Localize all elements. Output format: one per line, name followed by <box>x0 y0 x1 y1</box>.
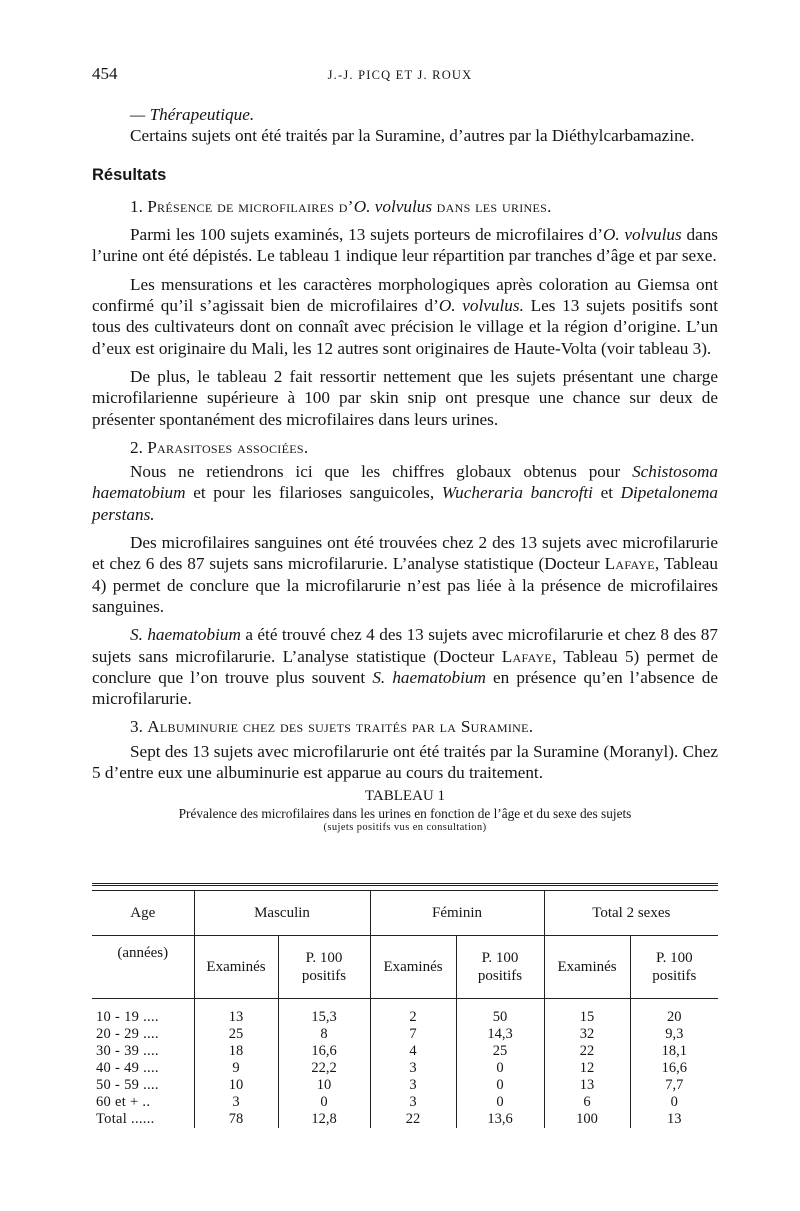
running-title: J.-J. PICQ ET J. ROUX <box>327 68 473 82</box>
page-number: 454 <box>92 64 118 83</box>
col-f-examines: Examinés <box>370 936 456 999</box>
table-title: TABLEAU 1 <box>364 788 446 805</box>
col-f-p100: P. 100 positifs <box>456 936 544 999</box>
col-m-p100: P. 100 positifs <box>278 936 370 999</box>
table-row: 30 - 39 .... 18 16,6 4 25 22 18,1 <box>92 1043 718 1060</box>
table-header-row <box>92 891 718 936</box>
col-age-unit: (années) <box>92 936 194 999</box>
col-feminin: Féminin <box>370 891 544 936</box>
table-row: 10 - 19 .... 13 15,3 2 50 15 20 <box>92 999 718 1027</box>
therapeutique-text: Certains sujets ont été traités par la Suramine, d’autres par la Diéthylcarbamazine. <box>130 126 695 146</box>
resultats-heading: Résultats <box>92 165 167 184</box>
section3-heading: 3. Albuminurie chez des sujets traités par la Suramine. <box>130 717 534 737</box>
section1-paragraph: Les mensurations et les caractères morphologiques après coloration au Giemsa ont confirmé qu’il s’agissait bien de microfilaires d’O. volvulus. Les 13 sujets positifs sont tous des cultivateurs dont on connaît avec précision le village et la région d’origine. L’un d’eux est originaire du Mali, les 12 autres sont originaires de Haute-Volta (voir tableau 3). <box>92 274 718 358</box>
col-m-examines: Examinés <box>194 936 278 999</box>
section1-paragraph: Parmi les 100 sujets examinés, 13 sujets porteurs de microfilaires d’O. volvulus dans l’urine ont été dépistés. Le tableau 1 indique leur répartition par tranches d’âge et par sexe. <box>92 225 718 266</box>
table-top-rule <box>92 883 718 891</box>
section2-paragraph: Des microfilaires sanguines ont été trouvées chez 2 des 13 sujets avec microfilarurie et chez 6 des 87 sujets sans microfilarurie. L’analyse statistique (Docteur Lafaye, Tableau 4) permet de conclure que la microfilarurie n’est pas liée à la présence de microfilaires sanguines. <box>92 533 718 616</box>
table-1 <box>92 883 718 1128</box>
col-total: Total 2 sexes <box>544 891 718 936</box>
col-masculin: Masculin <box>194 891 370 936</box>
table-subcaption: (sujets positifs vus en consultation) <box>323 822 487 834</box>
section1-paragraph: De plus, le tableau 2 fait ressortir nettement que les sujets présentant une charge microfilarienne supérieure à 100 par skin snip ont presque une chance sur deux de présenter spontanément des microfilaires dans leurs urines. <box>92 366 718 429</box>
table-row: 40 - 49 .... 9 22,2 3 0 12 16,6 <box>92 1060 718 1077</box>
table-caption: Prévalence des microfilaires dans les urines en fonction de l’âge et du sexe des sujets <box>178 806 632 822</box>
section2-paragraph: S. haematobium a été trouvé chez 4 des 13 sujets avec microfilarurie et chez 8 des 87 sujets sans microfilarurie. L’analyse statistique (Docteur Lafaye, Tableau 5) permet de conclure que l’on trouve plus souvent S. haematobium en présence qu’en l’absence de microfilarurie. <box>92 625 718 709</box>
col-t-p100: P. 100 positifs <box>630 936 718 999</box>
section2-heading: 2. Parasitoses associées. <box>130 437 309 457</box>
article-body <box>92 104 718 834</box>
therapeutique-heading: — Thérapeutique. <box>130 105 255 124</box>
section1-heading: 1. Présence de microfilaires d’O. volvulus dans les urines. <box>130 196 552 216</box>
table-row-total: Total ...... 78 12,8 22 13,6 100 13 <box>92 1111 718 1128</box>
table-row: 50 - 59 .... 10 10 3 0 13 7,7 <box>92 1077 718 1094</box>
page-header <box>92 64 708 88</box>
table-row: 20 - 29 .... 25 8 7 14,3 32 9,3 <box>92 1026 718 1043</box>
table-subheader-row <box>92 936 718 999</box>
col-age: Age <box>92 891 194 936</box>
section2-paragraph: Nous ne retiendrons ici que les chiffres globaux obtenus pour Schistosoma haematobium et pour les filarioses sanguicoles, Wucheraria bancrofti et Dipetalonema perstans. <box>92 462 718 524</box>
table-row: 60 et + .. 3 0 3 0 6 0 <box>92 1094 718 1111</box>
section3-paragraph: Sept des 13 sujets avec microfilarurie ont été traités par la Suramine (Moranyl). Chez 5 d’entre eux une albuminurie est apparue au cours du traitement. <box>92 741 718 783</box>
col-t-examines: Examinés <box>544 936 630 999</box>
